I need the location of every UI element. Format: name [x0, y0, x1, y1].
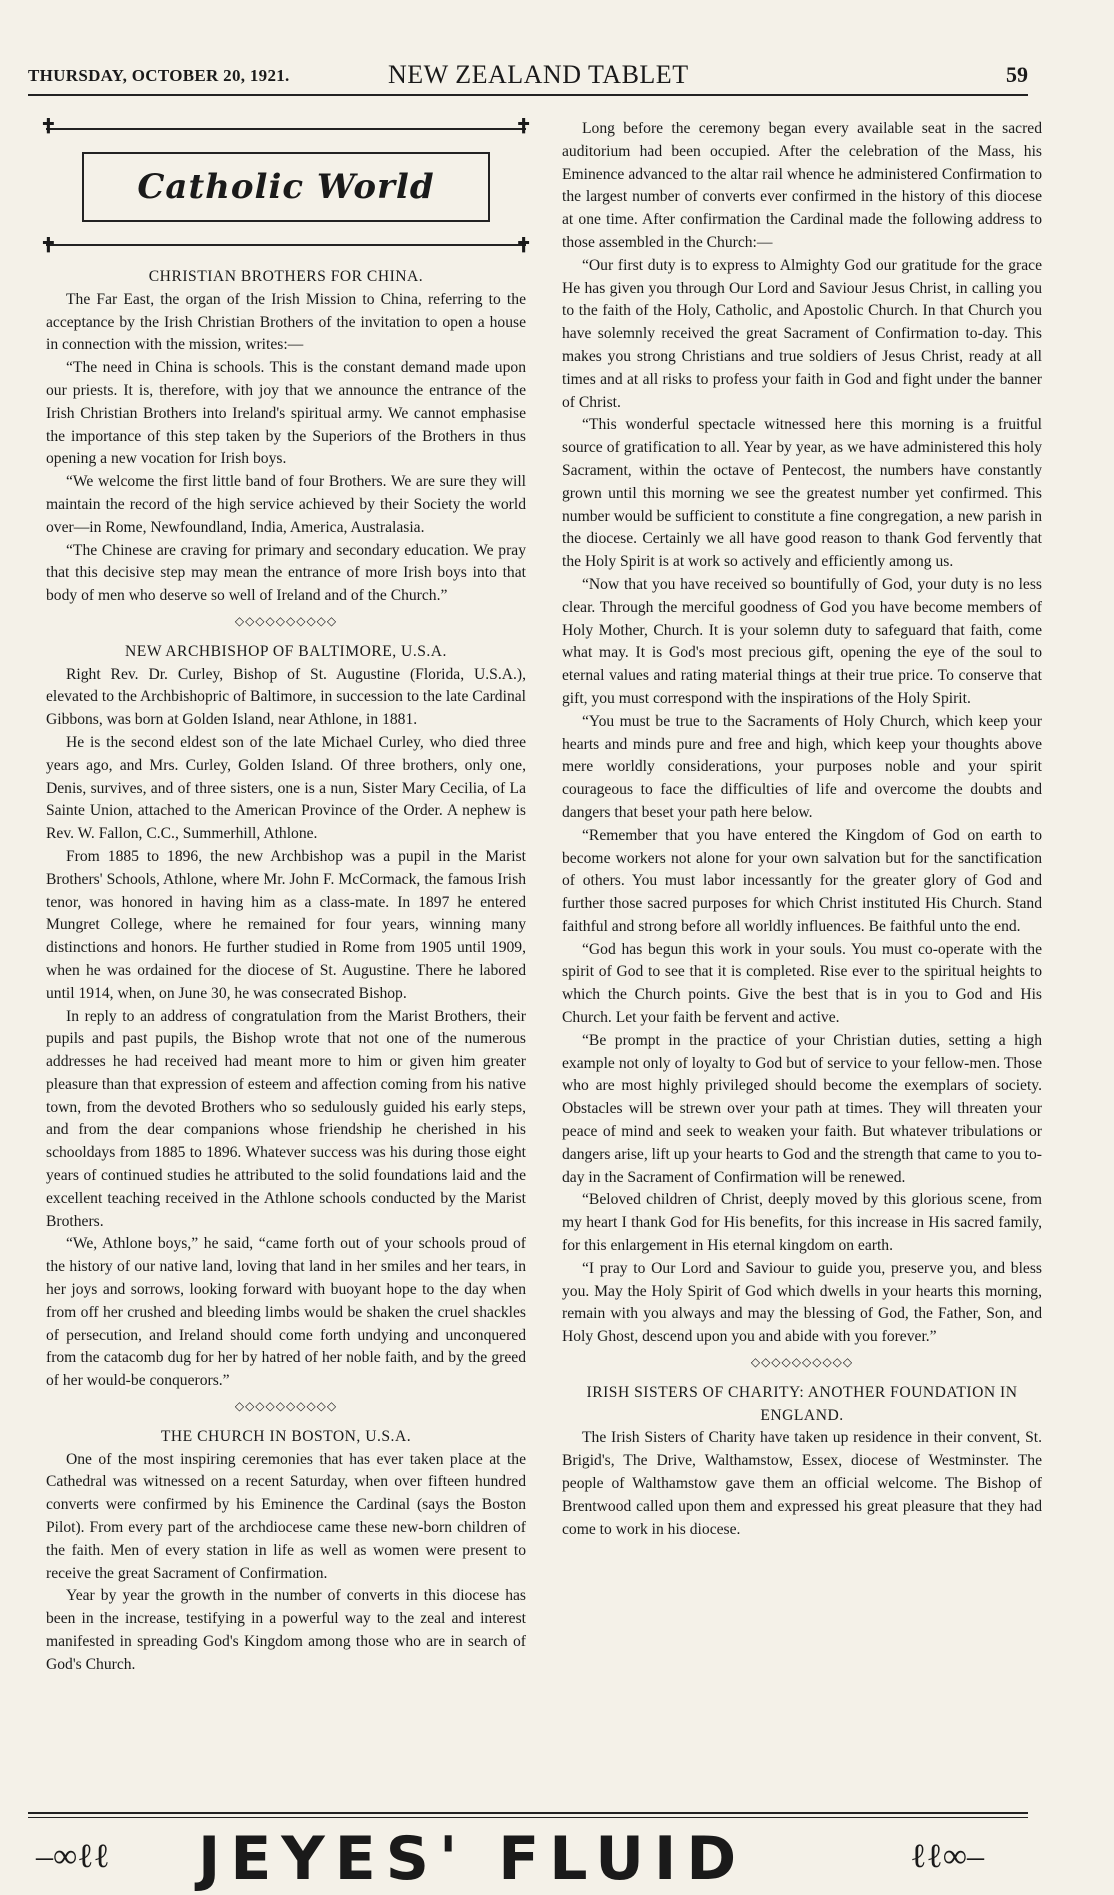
issue-date: THURSDAY, OCTOBER 20, 1921.	[28, 66, 290, 85]
article-paragraph: “You must be true to the Sacraments of Holy Church, which keep your hearts and minds pure and free and high, which keep your thoughts above mere worldly considerations, your purposes noble and your spirit courageous to face the difficulties of life and overcome the doubts and dangers that beset your path here below.	[562, 712, 1042, 821]
article-heading: THE CHURCH IN BOSTON, U.S.A.	[160, 1427, 412, 1445]
article-paragraph: “Be prompt in the practice of your Christian duties, setting a high example not only of loyalty to God but of service to your fellow-men. Those who are most highly privileged should become the exemplars of society. Obstacles will be strewn over your path at times. They will threaten your peace of mind and seek to weaken your faith. But whatever tribulations or dangers arise, lift up your hearts to God and the strength that came to you to-day in the Sacrament of Confirmation will be renewed.	[562, 1031, 1042, 1186]
cross-ornament-icon: ✝	[515, 116, 532, 138]
article-paragraph: From 1885 to 1896, the new Archbishop was a pupil in the Marist Brothers' Schools, Athlone, where Mr. John F. McCormack, the famous Irish tenor, was honored in having him as a class-mate. In 1897 he entered Mungret College, where he remained for four years, winning many distinctions and honors. He further studied in Rome from 1905 until 1909, when he was ordained for the diocese of St. Augustine. There he labored until 1914, when, on June 30, he was consecrated Bishop.	[46, 847, 526, 1002]
header-rule	[28, 94, 1028, 96]
article-paragraph: “We, Athlone boys,” he said, “came forth out of your schools proud of the history of our native land, loving that land in her smiles and her tears, in her joys and sorrows, looking forward with buoyant hope to the day when from off her crushed and bleeding limbs would be shaken the cruel shackles of persecution, and Ireland should come forth undying and unconquered from the catacomb dug for her by hatred of her noble faith, and by the greed of her would-be conquerors.”	[46, 1235, 526, 1390]
section-divider: ◇◇◇◇◇◇◇◇◇◇	[234, 613, 338, 628]
scroll-ornament-icon: ℓℓ∞–	[910, 1838, 984, 1875]
right-column	[562, 118, 1042, 1541]
article-paragraph: “Now that you have received so bountifully of God, your duty is no less clear. Through the merciful goodness of God you have become members of Holy Mother, Church. It is your solemn duty to safeguard that faith, come what may. It is God's most precious gift, opening the eye of the soul to eternal values and rating material things at their true price. To conserve that gift, you must correspond with the inspirations of the Holy Spirit.	[562, 575, 1042, 707]
section-divider: ◇◇◇◇◇◇◇◇◇◇	[750, 1355, 854, 1370]
advertisement-text: JEYES' FLUID	[198, 1824, 747, 1894]
article-paragraph: “We welcome the first little band of four Brothers. We are sure they will maintain the record of the high service achieved by their Society the world over—in Rome, Newfoundland, India, America, Australasia.	[46, 473, 526, 536]
article-paragraph: “I pray to Our Lord and Saviour to guide you, preserve you, and bless you. May the Holy Spirit of God which dwells in your hearts this morning, remain with you always and may the blessing of God, the Father, Son, and Holy Ghost, descend upon you and abide with you forever.”	[562, 1259, 1042, 1346]
masthead-frame	[82, 152, 490, 222]
article-paragraph: “Our first duty is to express to Almighty God our gratitude for the grace He has given you through Our Lord and Saviour Jesus Christ, in calling you to the faith of the Holy, Catholic, and Apostolic Church. In that Church you have solemnly received the great Sacrament of Confirmation to-day. This makes you strong Christians and true soldiers of Jesus Christ, ready at all times and at all risks to profess your faith in God and fight under the banner of Christ.	[562, 256, 1042, 411]
left-column	[40, 110, 532, 1677]
article-paragraph: The Irish Sisters of Charity have taken up residence in their convent, St. Brigid's, The Drive, Walthamstow, Essex, diocese of Westminster. The people of Walthamstow gave them an official welcome. The Bishop of Brentwood called upon them and expressed his great pleasure that they had come to work in his diocese.	[562, 1429, 1042, 1538]
article-paragraph: “Remember that you have entered the Kingdom of God on earth to become workers not alone for your own salvation but for the sanctification of others. You must labor incessantly for the greater glory of God and further those sacred purposes for which Christ instituted His Church. Stand faithful and strong before all worldly influences. Be faithful unto the end.	[562, 826, 1042, 935]
article-paragraph: “The Chinese are craving for primary and secondary education. We pray that this decisive step may mean the entrance of more Irish boys into that body of men who deserve so well of Ireland and of the Church.”	[46, 541, 526, 605]
article-paragraph: “This wonderful spectacle witnessed here this morning is a fruitful source of gratification to all. Year by year, as we have administered this holy Sacrament, within the octave of Pentecost, the numbers have constantly grown until this morning we see the greatest number yet confirmed. This number would be sufficient to constitute a fine congregation, a new parish in the diocese. Certainly we all have good reason to thank God fervently that the Holy Spirit is at work so actively and efficiently among us.	[562, 416, 1042, 571]
section-masthead	[40, 116, 532, 258]
cross-ornament-icon: ✝	[40, 235, 57, 258]
article-paragraph: In reply to an address of congratulation from the Marist Brothers, their pupils and past pupils, the Bishop wrote that not one of the numerous addresses he had received had meant more to him or given him greater pleasure than that expression of esteem and affection coming from his native town, from the devoted Brothers who so sedulously guided his early steps, and from the dear companions whose friendship he cherished in his schooldays from 1885 to 1896. Whatever success was his during those eight years of continued studies he attributed to the solid foundations laid and the excellent teaching received in the Athlone schools conducted by the Marist Brothers.	[46, 1007, 526, 1230]
scroll-ornament-icon: –∞ℓℓ	[36, 1838, 110, 1875]
article-paragraph: Long before the ceremony began every available seat in the sacred auditorium had been occupied. After the celebration of the Mass, his Eminence advanced to the altar rail whence he administered Confirmation to the largest number of converts ever confirmed in the history of this diocese at one time. After confirmation the Cardinal made the following address to those assembled in the Church:—	[562, 120, 1042, 251]
article-paragraph: Year by year the growth in the number of converts in this diocese has been in the increase, testifying in a powerful way to the zeal and interest manifested in spreading God's Kingdom among those who are in search of God's Church.	[46, 1587, 526, 1673]
publication-title: NEW ZEALAND TABLET	[388, 60, 689, 89]
page-number: 59	[1006, 62, 1028, 87]
article-paragraph: He is the second eldest son of the late Michael Curley, who died three years ago, and Mrs. Curley, Golden Island. Of three brothers, only one, Denis, survives, and of three sisters, one is a nun, Sister Mary Cecilia, of La Sainte Union, attached to the American Province of the Order. A nephew is Rev. W. Fallon, C.C., Summerhill, Athlone.	[46, 733, 526, 843]
footer-rule	[28, 1812, 1028, 1814]
section-title: Catholic World	[137, 166, 435, 207]
article-paragraph: “The need in China is schools. This is the constant demand made upon our priests. It is, therefore, with joy that we announce the entrance of the Irish Christian Brothers into Ireland's spiritual army. We cannot emphasise the importance of this step taken by the Superiors of the Brothers in thus opening a new vocation for Irish boys.	[46, 359, 526, 468]
cross-ornament-icon: ✝	[515, 235, 532, 258]
article-heading: CHRISTIAN BROTHERS FOR CHINA.	[148, 268, 424, 285]
article-heading: IRISH SISTERS OF CHARITY: ANOTHER FOUNDATION IN ENGLAND.	[586, 1383, 1018, 1424]
page-header	[28, 60, 1028, 94]
footer-rule	[28, 1817, 1028, 1818]
article-paragraph: Right Rev. Dr. Curley, Bishop of St. Augustine (Florida, U.S.A.), elevated to the Archbishopric of Baltimore, in succession to the late Cardinal Gibbons, was born at Golden Island, near Athlone, in 1881.	[46, 665, 526, 729]
article-paragraph: One of the most inspiring ceremonies that has ever taken place at the Cathedral was witnessed on a recent Saturday, when over fifteen hundred converts were confirmed by his Eminence the Cardinal (says the Boston Pilot). From every part of the archdiocese came these new-born children of the faith. Men of every station in life as well as women were present to receive the great Sacrament of Confirmation.	[46, 1450, 526, 1582]
article-paragraph: “God has begun this work in your souls. You must co-operate with the spirit of God to see that it is completed. Rise ever to the spiritual heights to which the Church points. Give the best that is in you to God and His Church. Let your faith be fervent and active.	[562, 940, 1042, 1027]
article-paragraph: “Beloved children of Christ, deeply moved by this glorious scene, from my heart I thank God for His benefits, for this increase in His sacred family, for this enlargement in His eternal kingdom on earth.	[562, 1191, 1042, 1255]
advertisement-banner	[28, 1824, 1028, 1894]
article-heading: NEW ARCHBISHOP OF BALTIMORE, U.S.A.	[125, 642, 447, 660]
section-divider: ◇◇◇◇◇◇◇◇◇◇	[234, 1399, 338, 1414]
cross-ornament-icon: ✝	[40, 116, 57, 138]
article-paragraph: The Far East, the organ of the Irish Mission to China, referring to the acceptance by the Irish Christian Brothers of the invitation to open a house in connection with the mission, writes:—	[46, 290, 526, 354]
